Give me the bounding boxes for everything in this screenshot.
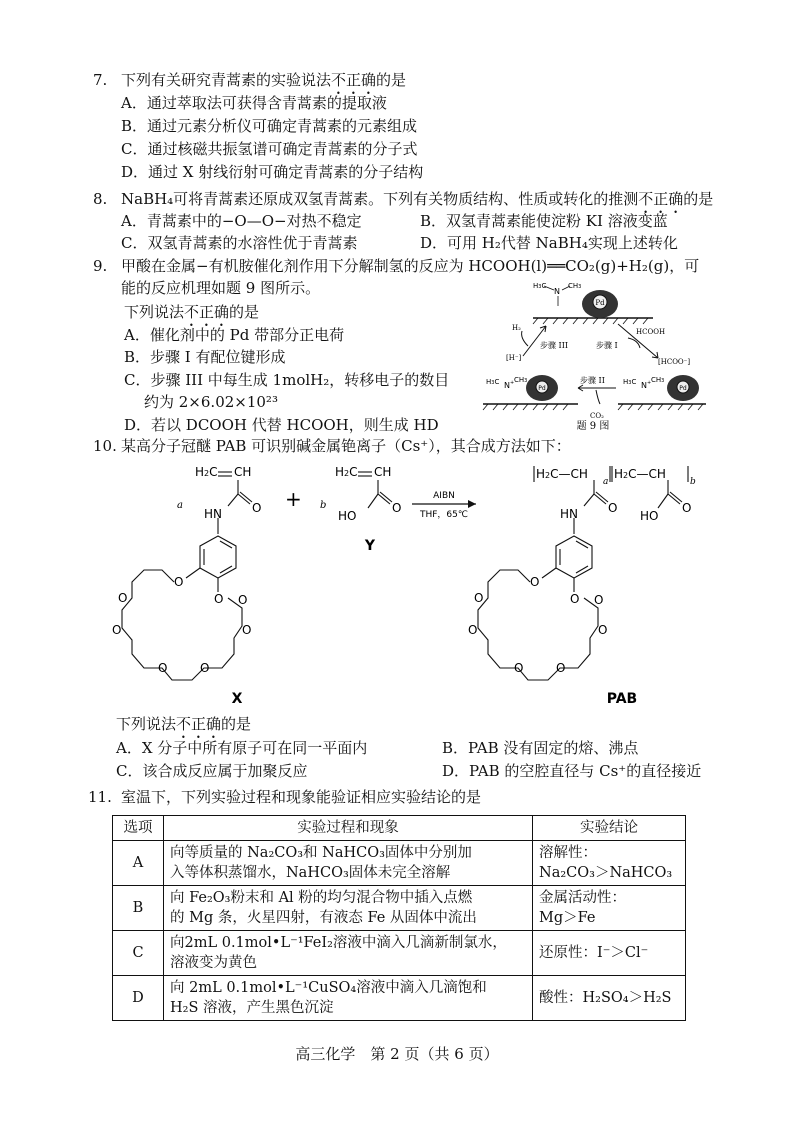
co2-label: CO₂ [590, 412, 604, 420]
table-row [113, 976, 686, 1021]
q9-option-d: D．若以 DCOOH 代替 HCOOH，则生成 HD [124, 416, 439, 434]
row-conclusion: 还原性：I⁻＞Cl⁻ [533, 931, 686, 976]
svg-text:O: O [556, 661, 566, 675]
svg-text:O: O [468, 623, 478, 637]
page-footer: 高三化学 第 2 页（共 6 页） [295, 1045, 499, 1063]
q8-number: 8. [93, 190, 108, 208]
q8-option-d: D．可用 H₂代替 NaBH₄实现上述转化 [420, 234, 678, 252]
q7-stem: 下列有关研究青蒿素的实验说法不正确的是 [121, 71, 407, 89]
step1-label: 步骤 I [596, 341, 618, 350]
q7-option-d: D．通过 X 射线衍射可确定青蒿素的分子结构 [121, 163, 424, 181]
svg-text:CH: CH [374, 465, 392, 479]
svg-text:Pd: Pd [538, 385, 546, 392]
condition-aibn: AIBN [433, 491, 455, 501]
plus-sign: + [285, 487, 302, 511]
catalyst-top [533, 282, 653, 324]
svg-text:O: O [214, 592, 224, 606]
q9-option-b: B．步骤 I 有配位键形成 [124, 348, 286, 366]
svg-text:O: O [112, 623, 122, 637]
q9-option-c-line2: 约为 2×6.02×10²³ [144, 393, 278, 411]
h2-label: H₂ [512, 324, 521, 332]
hcooh-label: HCOOH [636, 328, 666, 336]
experiment-table [112, 815, 686, 1021]
q11-number: 11. [88, 788, 112, 806]
row-procedure: 向 Fe₂O₃粉末和 Al 粉的均匀混合物中插入点燃 的 Mg 条，火星四射，有液态 Fe 从固体中流出 [164, 886, 533, 931]
q9-mechanism-figure [478, 276, 708, 436]
row-conclusion: 酸性：H₂SO₄＞H₂S [533, 976, 686, 1021]
row-option: B [113, 886, 164, 931]
row-option: D [113, 976, 164, 1021]
svg-text:O: O [392, 501, 402, 515]
q8-stem: NaBH₄可将青蒿素还原成双氢青蒿素。下列有关物质结构、性质或转化的推测不正确的是 [121, 190, 714, 208]
q8-option-a: A．青蒿素中的−O—O−对热不稳定 [121, 212, 362, 230]
q11-stem: 室温下，下列实验过程和现象能验证相应实验结论的是 [121, 788, 482, 806]
svg-text:O: O [200, 661, 210, 675]
row-conclusion: 溶解性： Na₂CO₃＞NaHCO₃ [533, 841, 686, 886]
q9-substem: 下列说法不正确的是 [124, 303, 260, 321]
q7-option-b: B．通过元素分析仪可确定青蒿素的元素组成 [121, 117, 418, 135]
svg-text:O: O [514, 661, 524, 675]
svg-text:H3C: H3C [623, 378, 637, 386]
q10-number: 10. [93, 437, 117, 455]
svg-text:HO: HO [338, 509, 357, 523]
svg-text:a: a [603, 477, 609, 487]
svg-text:O: O [474, 591, 484, 605]
row-procedure: 向2mL 0.1mol•L⁻¹FeI₂溶液中滴入几滴新制氯水， 溶液变为黄色 [164, 931, 533, 976]
svg-text:N+: N+ [504, 380, 515, 390]
svg-text:H2C: H2C [335, 465, 358, 479]
table-row [113, 841, 686, 886]
figure-caption: 题 9 图 [576, 421, 610, 432]
catalyst-bottom-left [483, 354, 578, 410]
svg-text:O: O [158, 661, 168, 675]
row-procedure: 向等质量的 Na₂CO₃和 NaHCO₃固体中分别加 入等体积蒸馏水，NaHCO₃固体未完全溶解 [164, 841, 533, 886]
q10-synthesis-scheme [100, 458, 710, 708]
h-minus-label: [H⁻] [506, 354, 522, 362]
table-row [113, 931, 686, 976]
q10-option-a: A．X 分子中所有原子可在同一平面内 [116, 739, 368, 757]
label-y: Y [364, 538, 376, 554]
svg-text:O: O [238, 593, 248, 607]
svg-text:O: O [118, 591, 128, 605]
label-pab: PAB [606, 691, 638, 707]
q9-stem-line2: 能的反应机理如题 9 图所示。 [121, 279, 321, 297]
svg-text:O: O [174, 575, 184, 589]
svg-text:CH3: CH3 [514, 376, 528, 384]
pd-label: Pd [595, 299, 605, 307]
svg-text:O: O [570, 592, 580, 606]
svg-text:O: O [594, 593, 604, 607]
label-x: X [231, 691, 243, 707]
q8-option-b: B．双氢青蒿素能使淀粉 KI 溶液变蓝 [420, 212, 668, 230]
svg-text:O: O [242, 623, 252, 637]
q7-option-a: A．通过萃取法可获得含青蒿素的提取液 [121, 94, 387, 112]
table-header-row [113, 816, 686, 841]
svg-text:H2C—CH: H2C—CH [536, 467, 588, 481]
q7-option-c: C．通过核磁共振氢谱可确定青蒿素的分子式 [121, 140, 418, 158]
svg-text:HN: HN [204, 507, 222, 521]
q10-substem: 下列说法不正确的是 [116, 715, 252, 733]
svg-text:b: b [690, 477, 696, 487]
step3-label: 步骤 III [540, 341, 569, 350]
q9-option-a: A．催化剂中的 Pd 带部分正电荷 [124, 326, 345, 344]
svg-text:H2C: H2C [195, 465, 218, 479]
pab-atoms [468, 467, 696, 675]
q7-number: 7. [93, 71, 108, 89]
svg-text:O: O [252, 501, 262, 515]
svg-text:O: O [608, 501, 618, 515]
svg-text:CH: CH [234, 465, 252, 479]
svg-text:Pd: Pd [679, 385, 687, 392]
row-procedure: 向 2mL 0.1mol•L⁻¹CuSO₄溶液中滴入几滴饱和 H₂S 溶液，产生黑色沉淀 [164, 976, 533, 1021]
monomer-x [122, 472, 252, 680]
step2-label: 步骤 II [580, 376, 605, 385]
q10-option-c: C．该合成反应属于加聚反应 [116, 762, 308, 780]
row-option: A [113, 841, 164, 886]
q8-option-c: C．双氢青蒿素的水溶性优于青蒿素 [121, 234, 358, 252]
coef-a: a [177, 500, 183, 511]
x-atoms [112, 465, 261, 675]
q10-stem: 某高分子冠醚 PAB 可识别碱金属铯离子（Cs⁺），其合成方法如下： [121, 437, 571, 455]
svg-text:N+: N+ [641, 380, 652, 390]
table-row [113, 886, 686, 931]
svg-text:HO: HO [640, 509, 659, 523]
q9-stem-line1: 甲酸在金属−有机胺催化剂作用下分解制氢的反应为 HCOOH(l)══CO₂(g)+H₂(g)，可 [121, 257, 700, 275]
header-conclusion: 实验结论 [533, 816, 686, 841]
coef-b: b [320, 500, 327, 511]
svg-text:O: O [682, 501, 692, 515]
polymer-pab [478, 466, 688, 680]
q10-option-d: D．PAB 的空腔直径与 Cs⁺的直径接近 [442, 762, 702, 780]
q9-option-c-line1: C．步骤 III 中每生成 1molH₂，转移电子的数目 [124, 371, 450, 389]
svg-text:H3C: H3C [533, 282, 547, 290]
svg-text:CH3: CH3 [651, 376, 665, 384]
row-option: C [113, 931, 164, 976]
hcoo-label: [HCOO⁻] [658, 358, 691, 366]
q10-option-b: B．PAB 没有固定的熔、沸点 [442, 739, 639, 757]
row-conclusion: 金属活动性： Mg＞Fe [533, 886, 686, 931]
header-procedure: 实验过程和现象 [164, 816, 533, 841]
condition-thf: THF，65℃ [419, 510, 469, 520]
catalyst-bottom-right [618, 358, 706, 410]
svg-text:H3C: H3C [486, 378, 500, 386]
svg-text:CH3: CH3 [568, 282, 582, 290]
header-option: 选项 [113, 816, 164, 841]
svg-text:O: O [530, 575, 540, 589]
svg-text:H2C—CH: H2C—CH [614, 467, 666, 481]
svg-text:HN: HN [560, 507, 578, 521]
svg-text:O: O [598, 623, 608, 637]
q9-number: 9. [93, 257, 108, 275]
svg-text:N: N [554, 287, 560, 296]
